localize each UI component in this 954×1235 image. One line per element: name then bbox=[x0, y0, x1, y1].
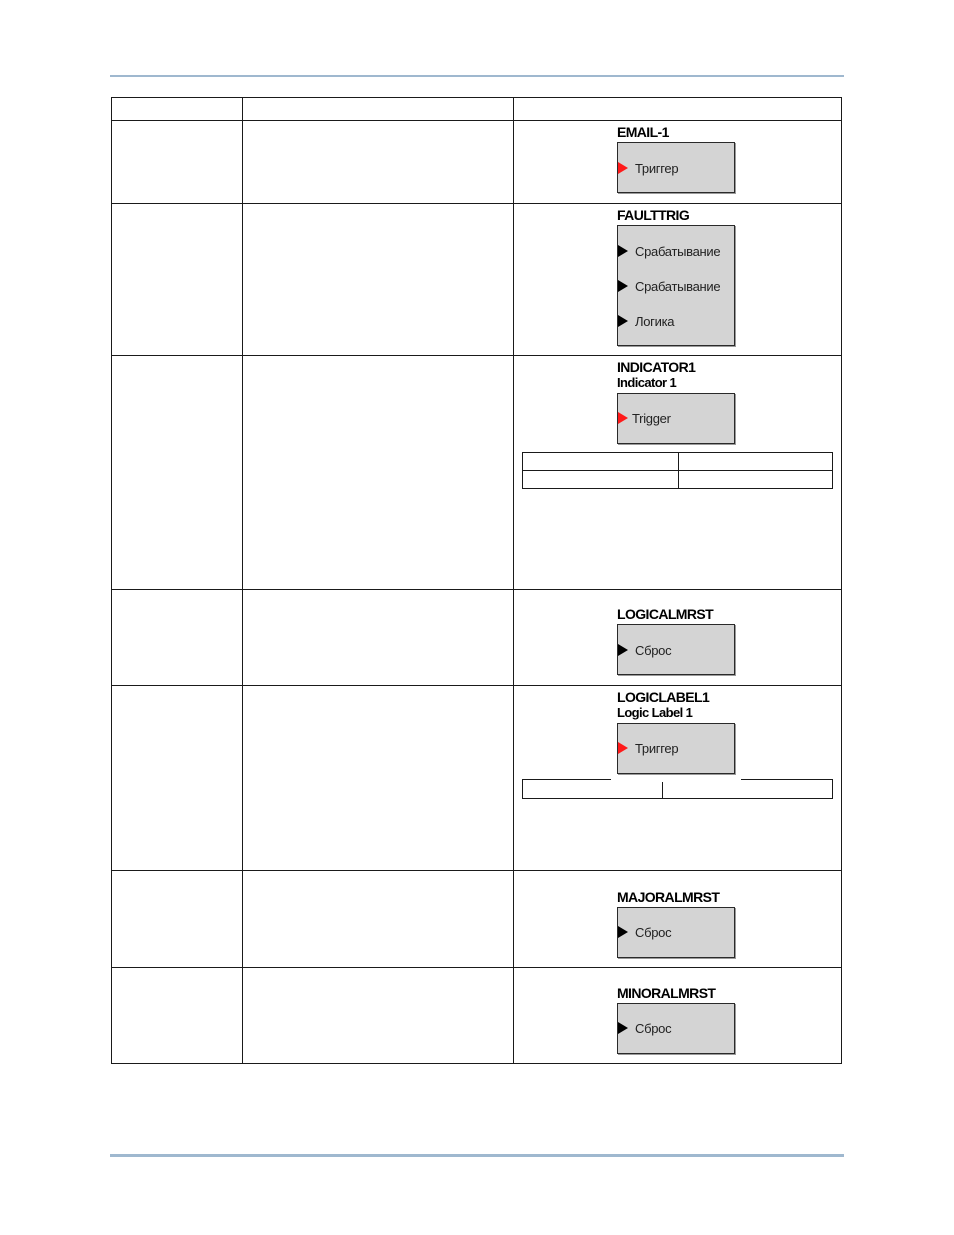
element-block bbox=[617, 225, 735, 346]
element-title: MINORALMRST bbox=[617, 985, 716, 1001]
header-row-divider bbox=[112, 120, 841, 121]
input-port bbox=[618, 1021, 671, 1035]
row-divider bbox=[112, 685, 841, 686]
row-divider bbox=[112, 589, 841, 590]
column-divider bbox=[242, 98, 243, 1063]
input-port bbox=[618, 741, 678, 755]
port-label: Сброс bbox=[635, 642, 672, 658]
input-port bbox=[618, 279, 720, 293]
column-divider bbox=[662, 780, 663, 798]
input-port bbox=[618, 411, 671, 425]
input-port bbox=[618, 925, 671, 939]
column-divider bbox=[513, 98, 514, 1063]
input-port bbox=[618, 643, 671, 657]
input-arrow-icon bbox=[618, 926, 628, 938]
input-arrow-icon bbox=[618, 245, 628, 257]
input-arrow-icon bbox=[618, 644, 628, 656]
logic-label-settings-table bbox=[522, 779, 833, 799]
element-block bbox=[617, 142, 735, 193]
element-subtitle: Logic Label 1 bbox=[617, 705, 693, 720]
footer-rule bbox=[110, 1154, 844, 1157]
input-port bbox=[618, 244, 720, 258]
port-label: Триггер bbox=[635, 160, 679, 176]
row-divider bbox=[112, 967, 841, 968]
row-divider bbox=[523, 470, 832, 471]
port-label: Сброс bbox=[635, 1020, 672, 1036]
port-label: Логика bbox=[635, 313, 675, 329]
port-label: Срабатывание bbox=[635, 278, 721, 294]
port-label: Сброс bbox=[635, 924, 672, 940]
table-gap bbox=[611, 774, 741, 782]
red-input-arrow-icon bbox=[618, 742, 628, 754]
element-title: LOGICLABEL1 bbox=[617, 689, 710, 705]
element-subtitle: Indicator 1 bbox=[617, 375, 677, 390]
red-input-arrow-icon bbox=[618, 162, 628, 174]
element-title: LOGICALMRST bbox=[617, 606, 714, 622]
red-input-arrow-icon bbox=[618, 412, 628, 424]
indicator-settings-table bbox=[522, 452, 833, 489]
element-block bbox=[617, 1003, 735, 1054]
input-arrow-icon bbox=[618, 280, 628, 292]
element-block bbox=[617, 624, 735, 675]
element-title: MAJORALMRST bbox=[617, 889, 720, 905]
row-divider bbox=[112, 203, 841, 204]
port-label: Срабатывание bbox=[635, 243, 721, 259]
element-title: INDICATOR1 bbox=[617, 359, 696, 375]
element-block bbox=[617, 907, 735, 958]
input-port bbox=[618, 161, 678, 175]
element-title: FAULTTRIG bbox=[617, 207, 690, 223]
input-port bbox=[618, 314, 674, 328]
row-divider bbox=[112, 870, 841, 871]
port-label: Trigger bbox=[632, 410, 671, 426]
element-title: EMAIL-1 bbox=[617, 124, 669, 140]
row-divider bbox=[112, 355, 841, 356]
input-arrow-icon bbox=[618, 315, 628, 327]
input-arrow-icon bbox=[618, 1022, 628, 1034]
element-block bbox=[617, 723, 735, 774]
port-label: Триггер bbox=[635, 740, 679, 756]
header-rule bbox=[110, 75, 844, 77]
element-block bbox=[617, 393, 735, 444]
